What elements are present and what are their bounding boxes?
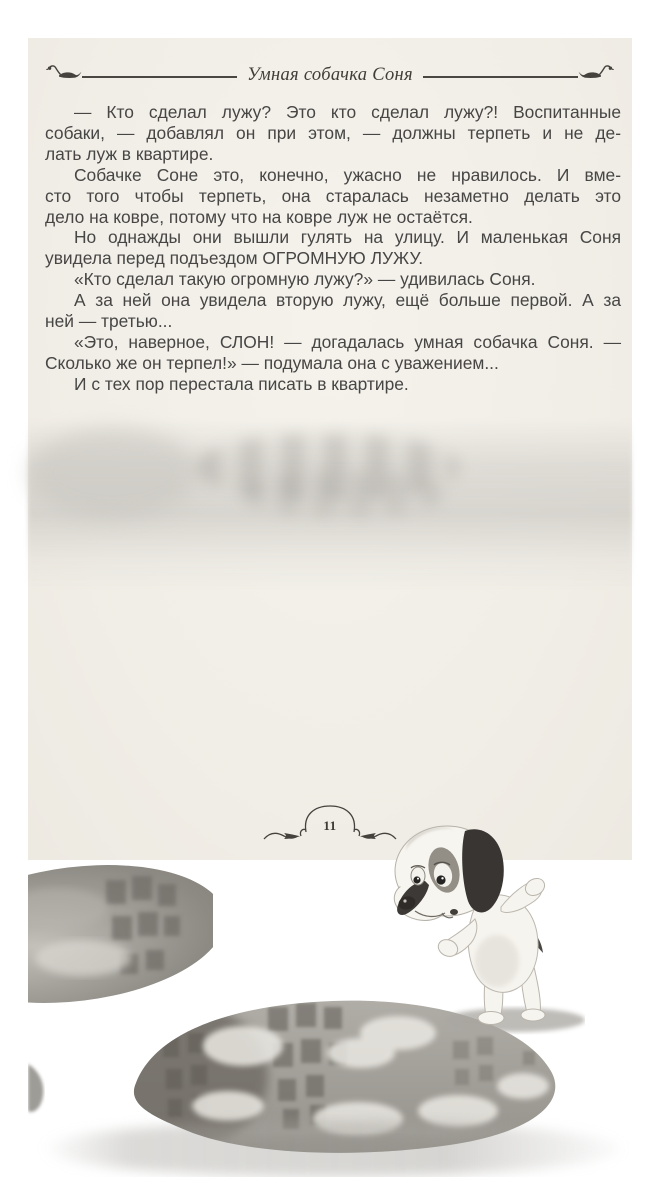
blurred-reflection: [243, 472, 443, 518]
text-line: увидела перед подъездом ОГРОМНУЮ ЛУЖУ.: [45, 248, 424, 269]
footer-ornament: [260, 801, 400, 847]
puppy-drawing: [385, 821, 585, 1036]
text-line: Но однажды они вышли гулять на улицу. И маленькая Соня: [74, 227, 621, 248]
puddle-third-tip: [28, 1056, 50, 1118]
background-wash: [28, 428, 198, 518]
text-line: «Кто сделал такую огромную лужу?» — удивилась Соня.: [74, 269, 536, 290]
text-line: — Кто сделал лужу? Это кто сделал лужу?! Воспитанные: [74, 102, 621, 122]
page-number: 11: [323, 818, 337, 833]
page-header: [46, 60, 614, 88]
text-line: А за ней она увидела вторую лужу, ещё больше первой. А за: [74, 290, 621, 311]
header-rule-right: [423, 76, 578, 77]
book-page: [28, 38, 632, 860]
text-line: лать луж в квартире.: [45, 143, 214, 164]
text-line: Сколько же он терпел!» — подумала она с уважением...: [45, 352, 499, 373]
puppy-shadow: [445, 1008, 585, 1032]
text-line: ней — третью...: [45, 311, 173, 332]
swan-flourish-left-icon: [46, 62, 82, 86]
text-line: Собачке Соне это, конечно, ужасно не нравилось. И вме-: [74, 164, 621, 185]
puppy-head: [391, 826, 504, 925]
background-wash: [28, 420, 632, 590]
blurred-reflection: [198, 434, 458, 500]
story-text: [45, 102, 621, 395]
text-line: сто того чтобы терпеть, она старалась незаметно делать это: [45, 185, 621, 206]
text-line: И с тех пор перестала писать в квартире.: [74, 373, 409, 394]
illustration: [28, 416, 632, 820]
text-line: дело на ковре, потому что на ковре луж не остаётся.: [45, 206, 473, 227]
swan-flourish-right-icon: [578, 62, 614, 86]
page-title: Умная собачка Соня: [247, 64, 413, 85]
text-line: собаки, — добавлял он при этом, — должны терпеть и не де-: [45, 122, 621, 143]
header-rule-left: [82, 76, 237, 77]
text-line: «Это, наверное, СЛОН! — догадалась умная собачка Соня. —: [74, 331, 621, 352]
